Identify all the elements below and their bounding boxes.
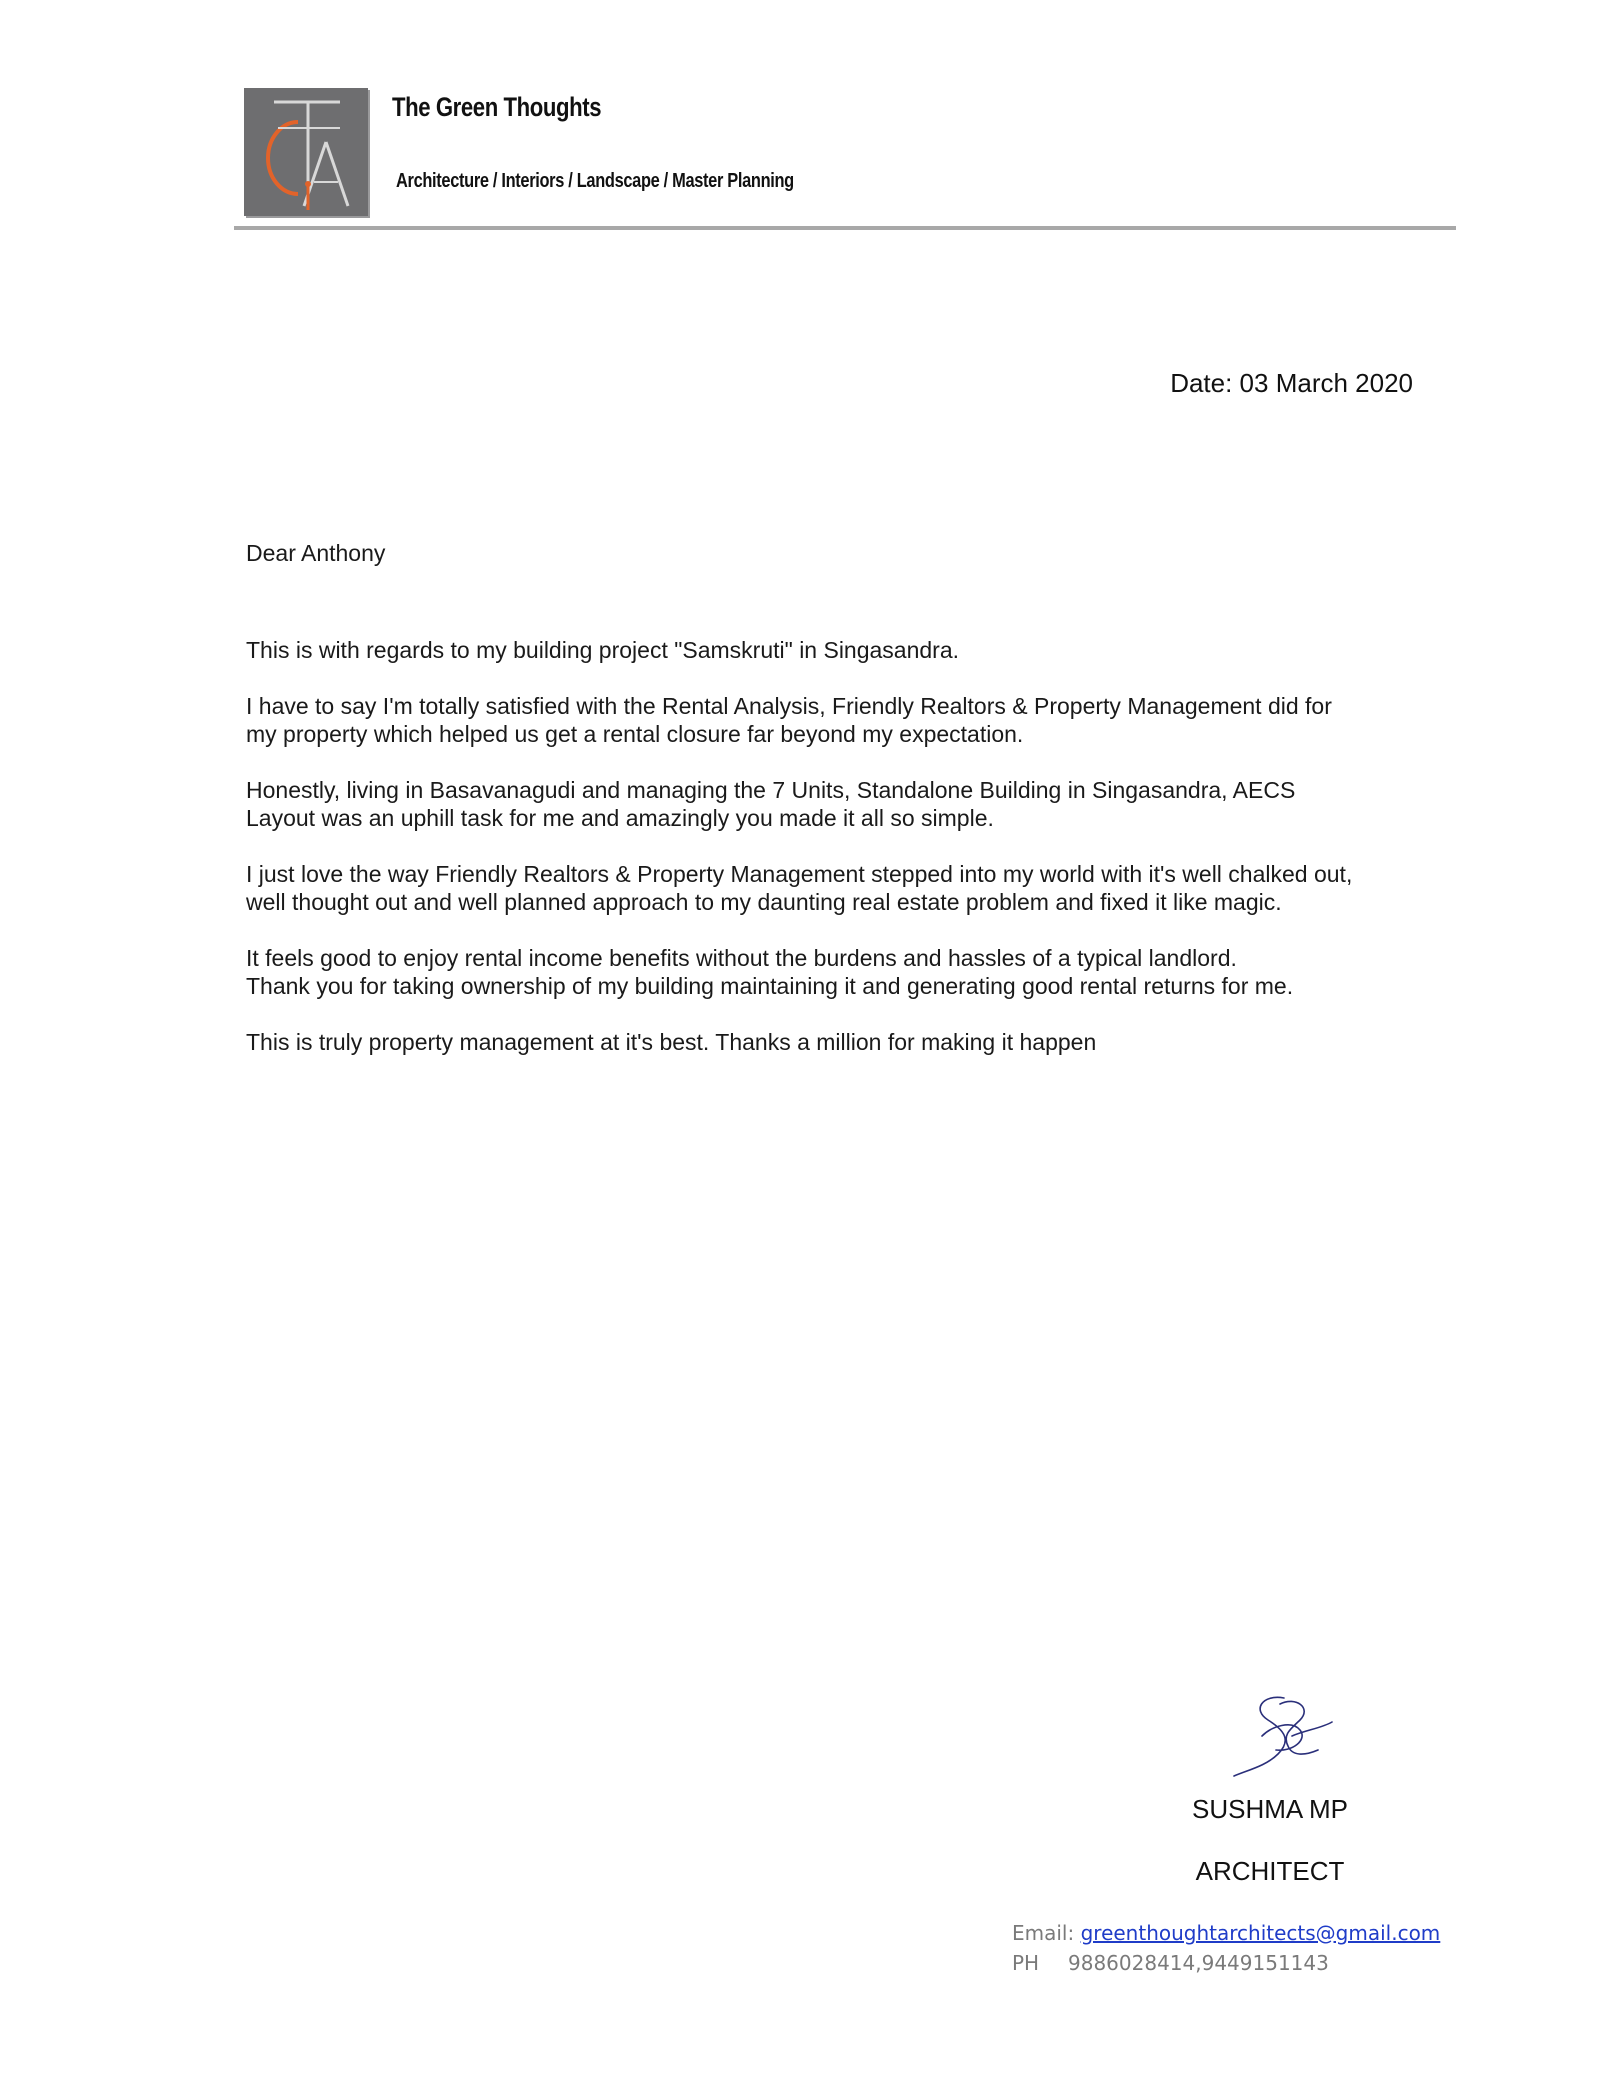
letter-date: Date: 03 March 2020 [1170,368,1413,398]
email-row [1012,1918,1440,1948]
firm-logo [244,88,368,216]
header-divider [234,226,1456,230]
body-paragraph: Honestly, living in Basavanagudi and managing the 7 Units, Standalone Building in Singasandra, AECS Layout was an uphill task for me and amazingly you made it all so simple. [246,777,1296,831]
signer-name: SUSHMA MP [1191,1794,1349,1824]
letterhead [0,0,1600,240]
gta-logo-icon [244,88,368,216]
body-paragraph: It feels good to enjoy rental income benefits without the burdens and hassles of a typical landlord. Thank you for taking ownership of my building maintaining it and generating good rental returns for me. [246,945,1294,999]
body-paragraph: I have to say I'm totally satisfied with the Rental Analysis, Friendly Realtors & Property Management did for my property which helped us get a rental closure far beyond my expectation. [246,693,1332,747]
letter-body [246,636,1446,1084]
firm-name: The Green Thoughts [392,92,602,122]
firm-tagline: Architecture / Interiors / Landscape / Master Planning [396,170,794,192]
salutation: Dear Anthony [246,540,386,566]
body-paragraph: This is truly property management at it's best. Thanks a million for making it happen [246,1029,1097,1055]
handwritten-signature [1222,1690,1342,1780]
email-label: Email: [1012,1921,1081,1945]
contact-details [1012,1918,1440,1978]
signer-title: ARCHITECT [1195,1856,1345,1886]
signature-block [1150,1690,1390,1890]
phone-number: 9886028414,9449151143 [1068,1951,1329,1975]
body-paragraph: I just love the way Friendly Realtors & Property Management stepped into my world with it's well chalked out, well thought out and well planned approach to my daunting real estate problem and fixed it like magic. [246,861,1353,915]
phone-row [1012,1948,1440,1978]
body-paragraph: This is with regards to my building project "Samskruti" in Singasandra. [246,637,960,663]
phone-label: PH [1012,1951,1040,1975]
email-link[interactable]: greenthoughtarchitects@gmail.com [1080,1921,1441,1945]
